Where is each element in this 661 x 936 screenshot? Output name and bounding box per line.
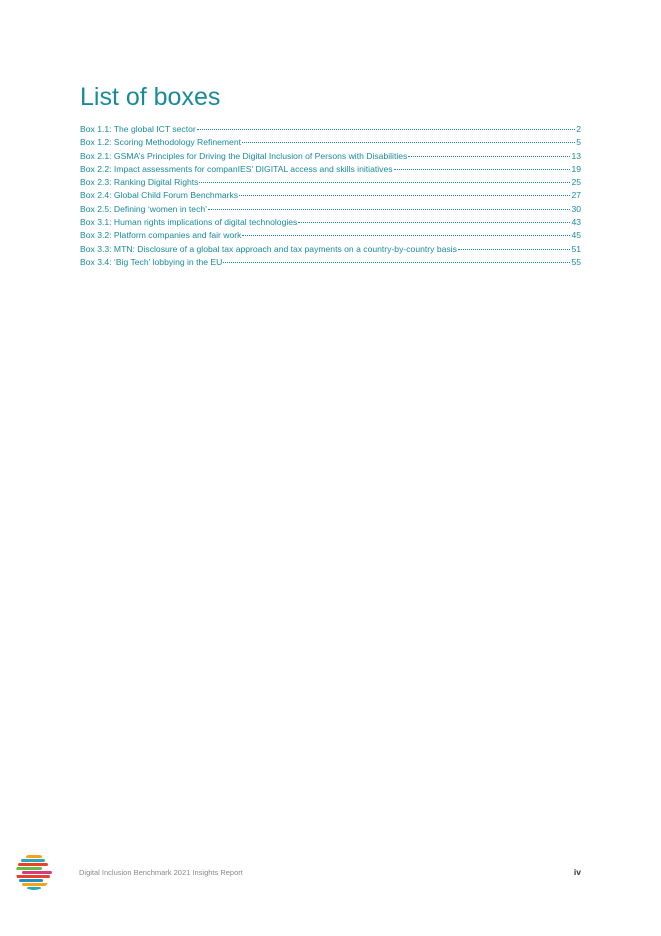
toc-entry[interactable] <box>80 257 581 270</box>
toc-entry-label: Box 3.1: Human rights implications of digital technologies <box>80 217 298 228</box>
toc-entry-page: 30 <box>571 203 581 214</box>
toc-entry-page: 5 <box>576 137 581 148</box>
toc-entry[interactable] <box>80 204 581 217</box>
toc-entry-label: Box 3.4: ‘Big Tech’ lobbying in the EU <box>80 256 223 267</box>
toc-entry[interactable] <box>80 137 581 150</box>
toc-entry[interactable] <box>80 177 581 190</box>
footer-report-title: Digital Inclusion Benchmark 2021 Insights Report <box>79 868 243 877</box>
toc-entry[interactable] <box>80 190 581 203</box>
toc-entry-page: 51 <box>571 243 581 254</box>
toc-entry-label: Box 3.3: MTN: Disclosure of a global tax approach and tax payments on a country-by-country basis <box>80 243 457 254</box>
toc-entry-label: Box 3.2: Platform companies and fair work <box>80 230 242 241</box>
toc-entry-label: Box 1.1: The global ICT sector <box>80 124 196 134</box>
dot-leader <box>394 169 571 170</box>
dot-leader <box>242 235 570 236</box>
page-number: iv <box>573 867 581 877</box>
toc-entry-page: 2 <box>576 124 581 134</box>
toc-entry[interactable] <box>80 230 581 243</box>
dot-leader <box>239 195 570 196</box>
dot-leader <box>298 222 570 223</box>
toc-entry-page: 13 <box>571 150 581 161</box>
toc-entry-label: Box 2.1: GSMA’s Principles for Driving the Digital Inclusion of Persons with Disabilities <box>80 150 408 161</box>
toc-entry-page: 25 <box>571 177 581 188</box>
toc-entry-page: 27 <box>571 190 581 201</box>
toc-entry-page: 43 <box>571 217 581 228</box>
list-of-boxes <box>80 124 581 270</box>
striped-globe-logo <box>16 854 52 890</box>
dot-leader <box>208 209 570 210</box>
toc-entry[interactable] <box>80 124 581 137</box>
toc-entry-label: Box 1.2: Scoring Methodology Refinement <box>80 137 241 148</box>
dot-leader <box>408 156 570 157</box>
toc-entry-label: Box 2.4: Global Child Forum Benchmarks <box>80 190 239 201</box>
page-title: List of boxes <box>80 83 221 111</box>
dot-leader <box>242 142 575 143</box>
dot-leader <box>458 249 571 250</box>
toc-entry-label: Box 2.3: Ranking Digital Rights <box>80 177 199 188</box>
toc-entry-label: Box 2.5: Defining ‘women in tech’ <box>80 203 208 214</box>
dot-leader <box>223 262 570 263</box>
toc-entry[interactable] <box>80 244 581 257</box>
toc-entry[interactable] <box>80 151 581 164</box>
toc-entry-page: 55 <box>571 256 581 267</box>
toc-entry[interactable] <box>80 217 581 230</box>
toc-entry-label: Box 2.2: Impact assessments for companIES’ DIGITAL access and skills initiatives <box>80 163 393 174</box>
toc-entry-page: 19 <box>571 163 581 174</box>
toc-entry[interactable] <box>80 164 581 177</box>
dot-leader <box>199 182 570 183</box>
toc-entry-page: 45 <box>571 230 581 241</box>
dot-leader <box>197 129 575 130</box>
